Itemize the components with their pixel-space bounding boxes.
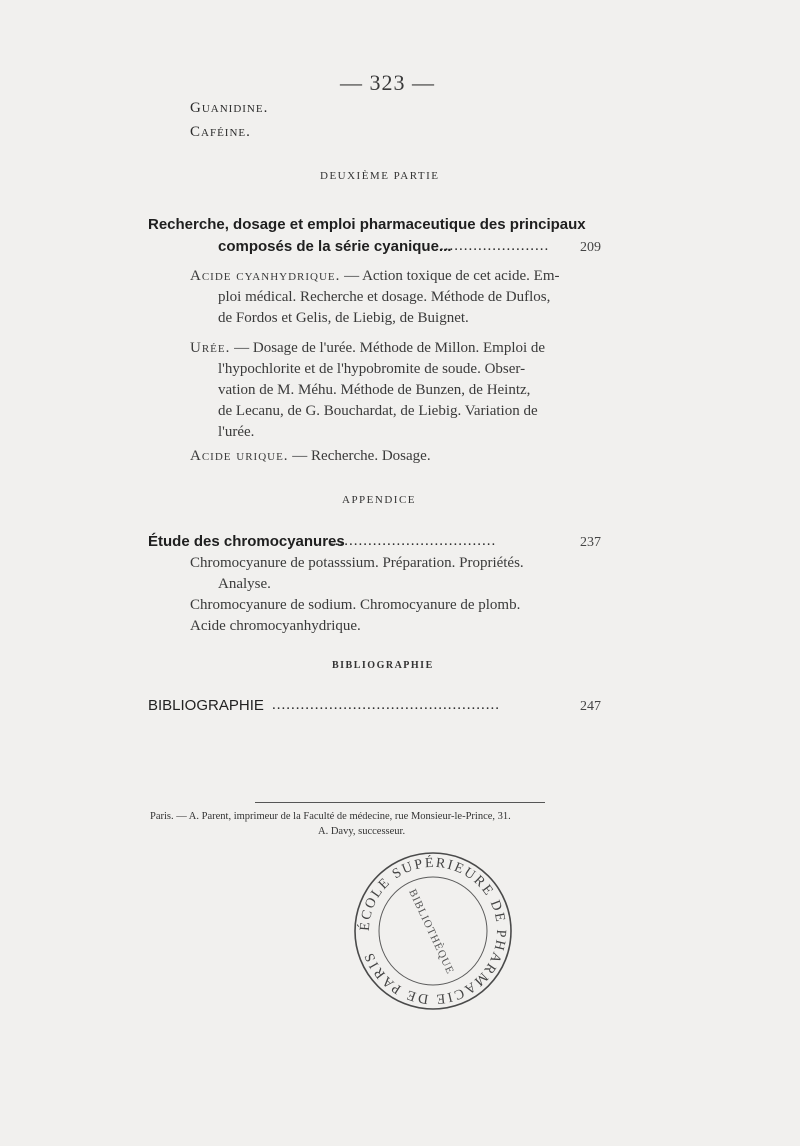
part-title-line1: Recherche, dosage et emploi pharmaceutique des principaux — [148, 216, 586, 233]
entry-text: l'hypochlorite et de l'hypobromite de soude. Obser- — [218, 361, 526, 377]
entry-text: vation de M. Méhu. Méthode de Bunzen, de Heintz, — [218, 382, 531, 398]
page-ref: 247 — [580, 699, 601, 714]
entry-text: de Fordos et Gelis, de Liebig, de Buignet. — [218, 310, 469, 326]
entry-text: l'urée. — [218, 424, 255, 440]
appendix-line: Acide chromocyanhydrique. — [190, 618, 361, 634]
page-number: — 323 — — [340, 70, 435, 95]
footer-rule — [255, 802, 545, 803]
entry-cafeine: Caféine. — [190, 124, 251, 140]
stamp-inner-text: BIBLIOTHÈQUE — [406, 887, 457, 977]
part-heading: DEUXIÈME PARTIE — [320, 170, 440, 182]
bibliography-title: BIBLIOGRAPHIE — [148, 697, 264, 714]
entry-uree — [190, 337, 545, 359]
successor-line: A. Davy, successeur. — [318, 826, 406, 837]
page-ref: 209 — [580, 240, 601, 255]
appendix-line: Analyse. — [218, 576, 271, 592]
leader-dots: ....................... — [440, 238, 550, 254]
part-title-line2: composés de la série cyanique... — [218, 238, 452, 255]
entry-label: Acide urique. — [190, 448, 289, 464]
entry-acide-cyanhydrique — [190, 265, 560, 287]
appendix-heading: APPENDICE — [342, 494, 417, 506]
leader-dots: ................................................ — [272, 697, 500, 713]
entry-label: Urée. — [190, 340, 231, 356]
appendix-title: Étude des chromocyanures — [148, 533, 345, 550]
entry-acide-urique — [190, 445, 431, 467]
appendix-line: Chromocyanure de potasssium. Préparation. Propriétés. — [190, 555, 524, 571]
entry-label: Acide cyanhydrique. — [190, 268, 341, 284]
entry-text: de Lecanu, de G. Bouchardat, de Liebig. Variation de — [218, 403, 538, 419]
printer-line: Paris. — A. Parent, imprimeur de la Faculté de médecine, rue Monsieur-le-Prince, 31. — [150, 811, 511, 822]
page-ref: 237 — [580, 535, 601, 550]
stamp-outer-text: ÉCOLE SUPÉRIEURE DE PHARMACIE DE PARIS — [357, 855, 509, 1007]
entry-guanidine: Guanidine. — [190, 100, 269, 116]
library-stamp — [350, 848, 516, 1014]
bibliography-heading: BIBLIOGRAPHIE — [332, 660, 434, 671]
entry-text: ploi médical. Recherche et dosage. Méthode de Duflos, — [218, 289, 551, 305]
entry-text: — Recherche. Dosage. — [292, 448, 431, 464]
entry-text: — Action toxique de cet acide. Em- — [344, 268, 560, 284]
entry-text: — Dosage de l'urée. Méthode de Millon. Emploi de — [234, 340, 546, 356]
leader-dots: ................................... — [330, 533, 497, 549]
appendix-line: Chromocyanure de sodium. Chromocyanure de plomb. — [190, 597, 521, 613]
